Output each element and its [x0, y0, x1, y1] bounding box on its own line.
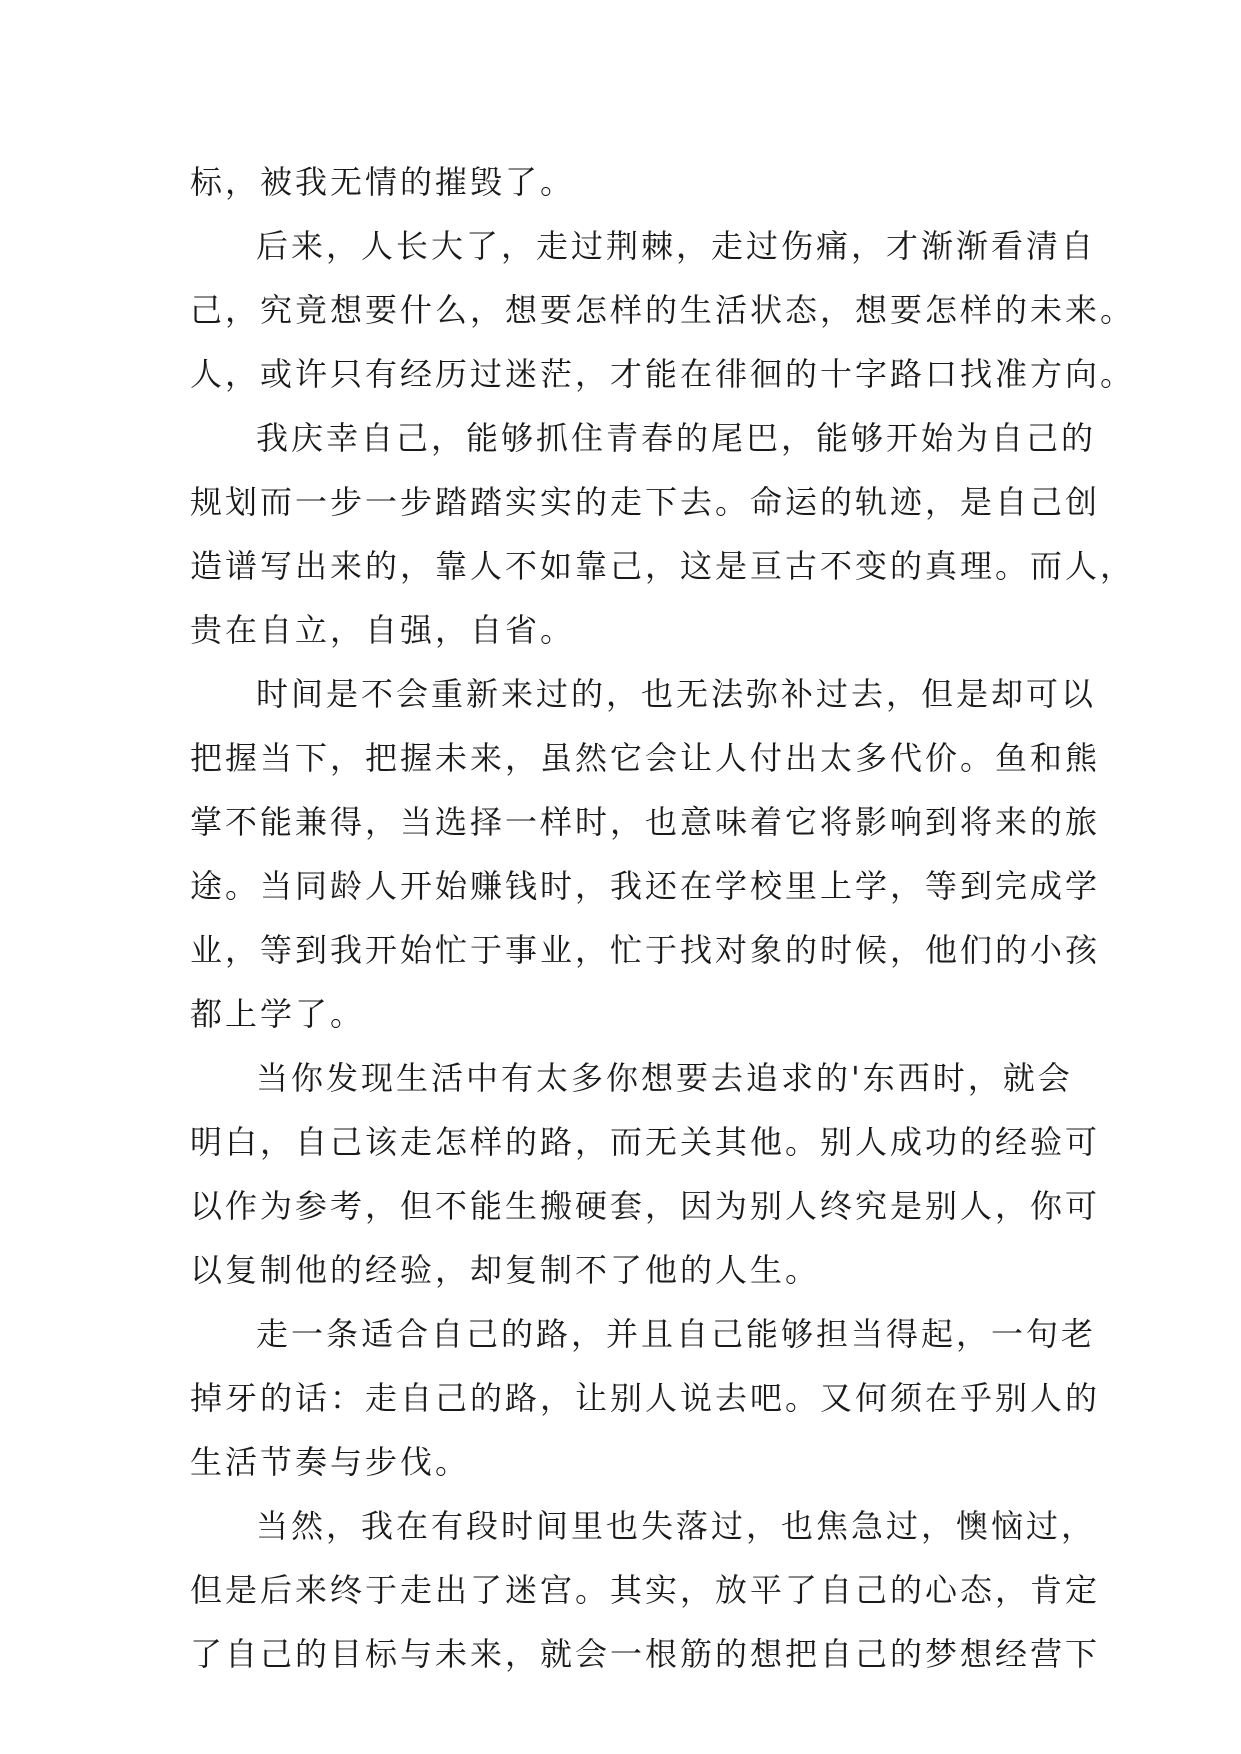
body-text	[190, 150, 1136, 1686]
text-line: 标，被我无情的摧毁了。	[190, 163, 576, 201]
text-line: 把握当下，把握未来，虽然它会让人付出太多代价。鱼和熊	[190, 739, 1101, 777]
text-line: 生活节奏与步伐。	[190, 1443, 471, 1481]
paragraph-first-line: 我庆幸自己，能够抓住青春的尾巴，能够开始为自己的	[256, 419, 1097, 457]
text-line: 明白，自己该走怎样的路，而无关其他。别人成功的经验可	[190, 1123, 1101, 1161]
text-line: 以作为参考，但不能生搬硬套，因为别人终究是别人，你可	[190, 1187, 1101, 1225]
text-line: 但是后来终于走出了迷宫。其实，放平了自己的心态，肯定	[190, 1571, 1101, 1609]
text-line: 了自己的目标与未来，就会一根筋的想把自己的梦想经营下	[190, 1635, 1101, 1673]
text-line: 业，等到我开始忙于事业，忙于找对象的时候，他们的小孩	[190, 931, 1101, 969]
text-line: 规划而一步一步踏踏实实的走下去。命运的轨迹，是自己创	[190, 483, 1101, 521]
text-line: 人，或许只有经历过迷茫，才能在徘徊的十字路口找准方向。	[190, 355, 1136, 393]
paragraph-first-line: 当然，我在有段时间里也失落过，也焦急过，懊恼过，	[256, 1507, 1097, 1545]
paragraph-first-line: 当你发现生活中有太多你想要去追求的'东西时，就会	[256, 1059, 1073, 1097]
text-line: 途。当同龄人开始赚钱时，我还在学校里上学，等到完成学	[190, 867, 1101, 905]
text-line: 贵在自立，自强，自省。	[190, 611, 576, 649]
text-line: 以复制他的经验，却复制不了他的人生。	[190, 1251, 821, 1289]
paragraph-first-line: 后来，人长大了，走过荆棘，走过伤痛，才渐渐看清自	[256, 227, 1097, 265]
text-line: 都上学了。	[190, 995, 366, 1033]
text-line: 己，究竟想要什么，想要怎样的生活状态，想要怎样的未来。	[190, 291, 1136, 329]
text-line: 掌不能兼得，当选择一样时，也意味着它将影响到将来的旅	[190, 803, 1101, 841]
text-line: 掉牙的话：走自己的路，让别人说去吧。又何须在乎别人的	[190, 1379, 1101, 1417]
text-line: 造谱写出来的，靠人不如靠己，这是亘古不变的真理。而人，	[190, 547, 1136, 585]
paragraph-first-line: 时间是不会重新来过的，也无法弥补过去，但是却可以	[256, 675, 1097, 713]
paragraph-first-line: 走一条适合自己的路，并且自己能够担当得起，一句老	[256, 1315, 1097, 1353]
